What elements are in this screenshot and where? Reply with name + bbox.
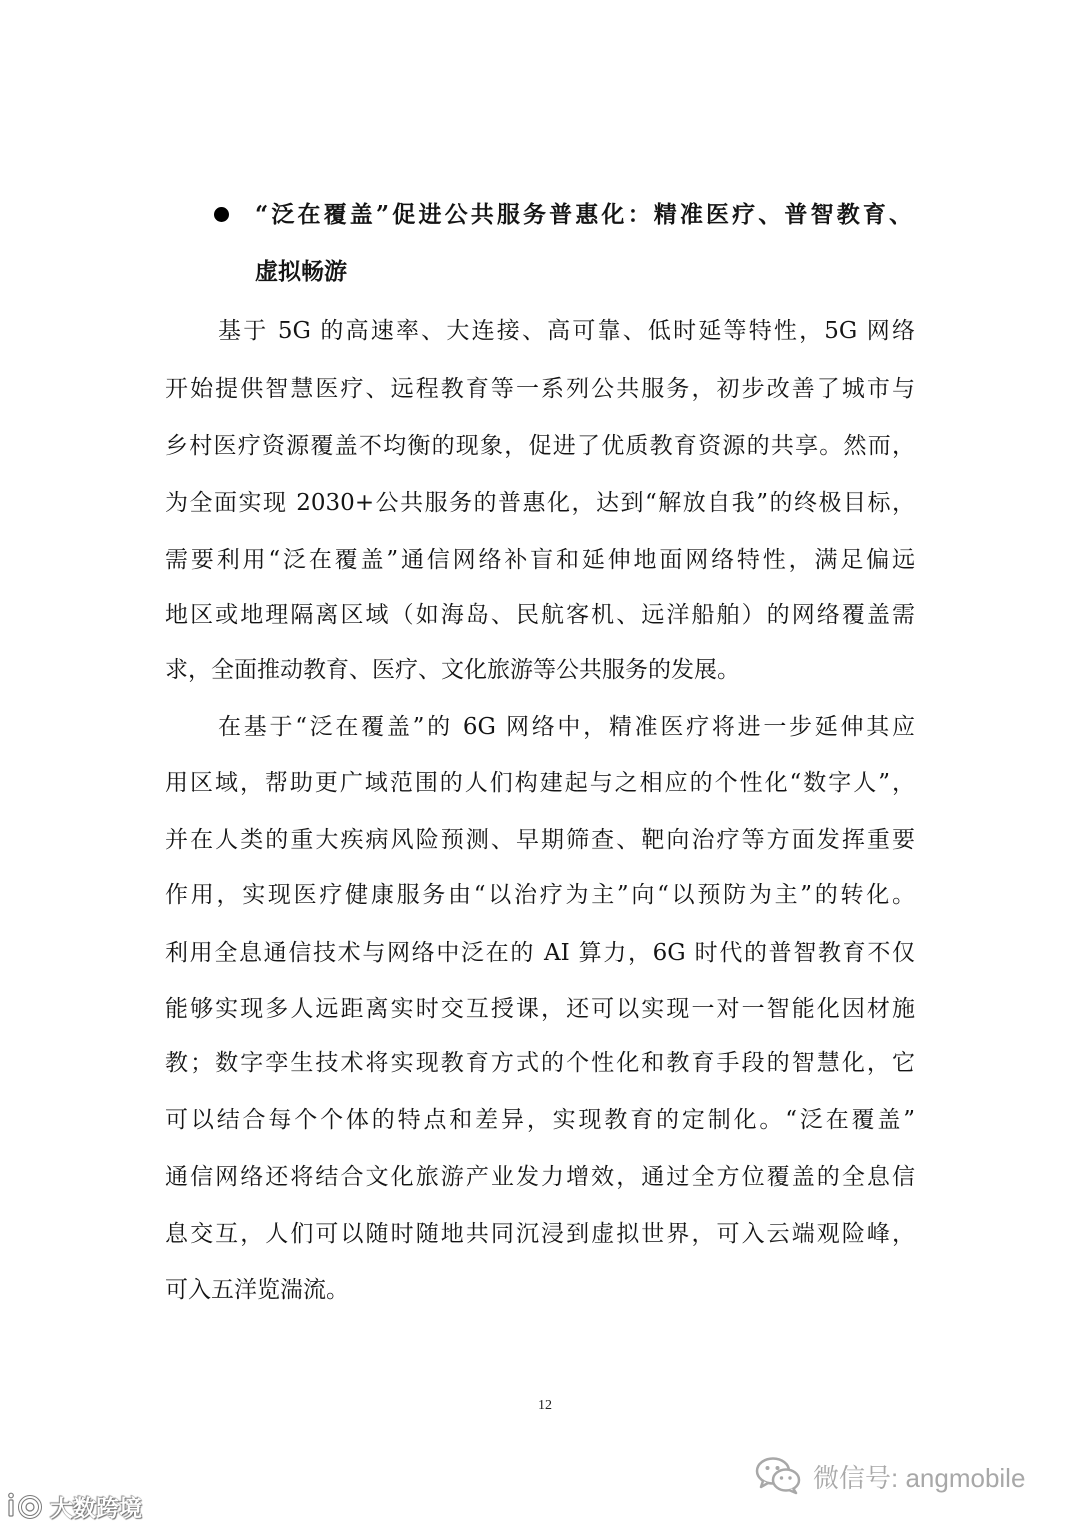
paragraph-line: 为全面实现 2030+公共服务的普惠化，达到“解放自我”的终极目标， (165, 490, 915, 516)
paragraph-line: 利用全息通信技术与网络中泛在的 AI 算力，6G 时代的普智教育不仅 (165, 940, 915, 966)
brand-name-text: 大数跨境 (50, 1495, 142, 1522)
brand-watermark (6, 1489, 142, 1523)
paragraph-line: 乡村医疗资源覆盖不均衡的现象，促进了优质教育资源的共享。然而， (165, 433, 915, 459)
wechat-watermark (755, 1454, 1025, 1498)
paragraph-line: 可以结合每个个体的特点和差异，实现教育的定制化。“泛在覆盖” (165, 1107, 915, 1133)
paragraph-line: 在基于“泛在覆盖”的 6G 网络中，精准医疗将进一步延伸其应 (218, 714, 915, 740)
paragraph-line: 需要利用“泛在覆盖”通信网络补盲和延伸地面网络特性，满足偏远 (165, 547, 915, 573)
paragraph-line: 地区或地理隔离区域（如海岛、民航客机、远洋船舶）的网络覆盖需 (165, 602, 915, 628)
heading-line: “泛在覆盖”促进公共服务普惠化：精准医疗、普智教育、 (255, 201, 912, 228)
page-number: 12 (538, 1398, 552, 1413)
filled-circle-bullet-icon (214, 207, 229, 222)
paragraph-line: 能够实现多人远距离实时交互授课，还可以实现一对一智能化因材施 (165, 996, 915, 1022)
paragraph-line: 可入五洋览湍流。 (165, 1277, 349, 1303)
paragraph-line: 基于 5G 的高速率、大连接、高可靠、低时延等特性，5G 网络 (218, 318, 915, 344)
wechat-id-text: 微信号: angmobile (813, 1462, 1026, 1493)
brand-logo-icon (6, 1491, 46, 1521)
paragraph-line: 息交互，人们可以随时随地共同沉浸到虚拟世界，可入云端观险峰， (165, 1221, 915, 1247)
paragraph-line: 用区域，帮助更广域范围的人们构建起与之相应的个性化“数字人”， (165, 770, 915, 796)
paragraph-line: 并在人类的重大疾病风险预测、早期筛查、靶向治疗等方面发挥重要 (165, 827, 915, 853)
paragraph-line: 开始提供智慧医疗、远程教育等一系列公共服务，初步改善了城市与 (165, 376, 915, 402)
paragraph-line: 通信网络还将结合文化旅游产业发力增效，通过全方位覆盖的全息信 (165, 1164, 915, 1190)
paragraph-line: 作用，实现医疗健康服务由“以治疗为主”向“以预防为主”的转化。 (165, 882, 915, 908)
heading-line: 虚拟畅游 (255, 258, 347, 285)
paragraph-line: 教；数字孪生技术将实现教育方式的个性化和教育手段的智慧化，它 (165, 1050, 915, 1076)
wechat-icon (755, 1456, 803, 1496)
paragraph-line: 求，全面推动教育、医疗、文化旅游等公共服务的发展。 (165, 657, 740, 683)
